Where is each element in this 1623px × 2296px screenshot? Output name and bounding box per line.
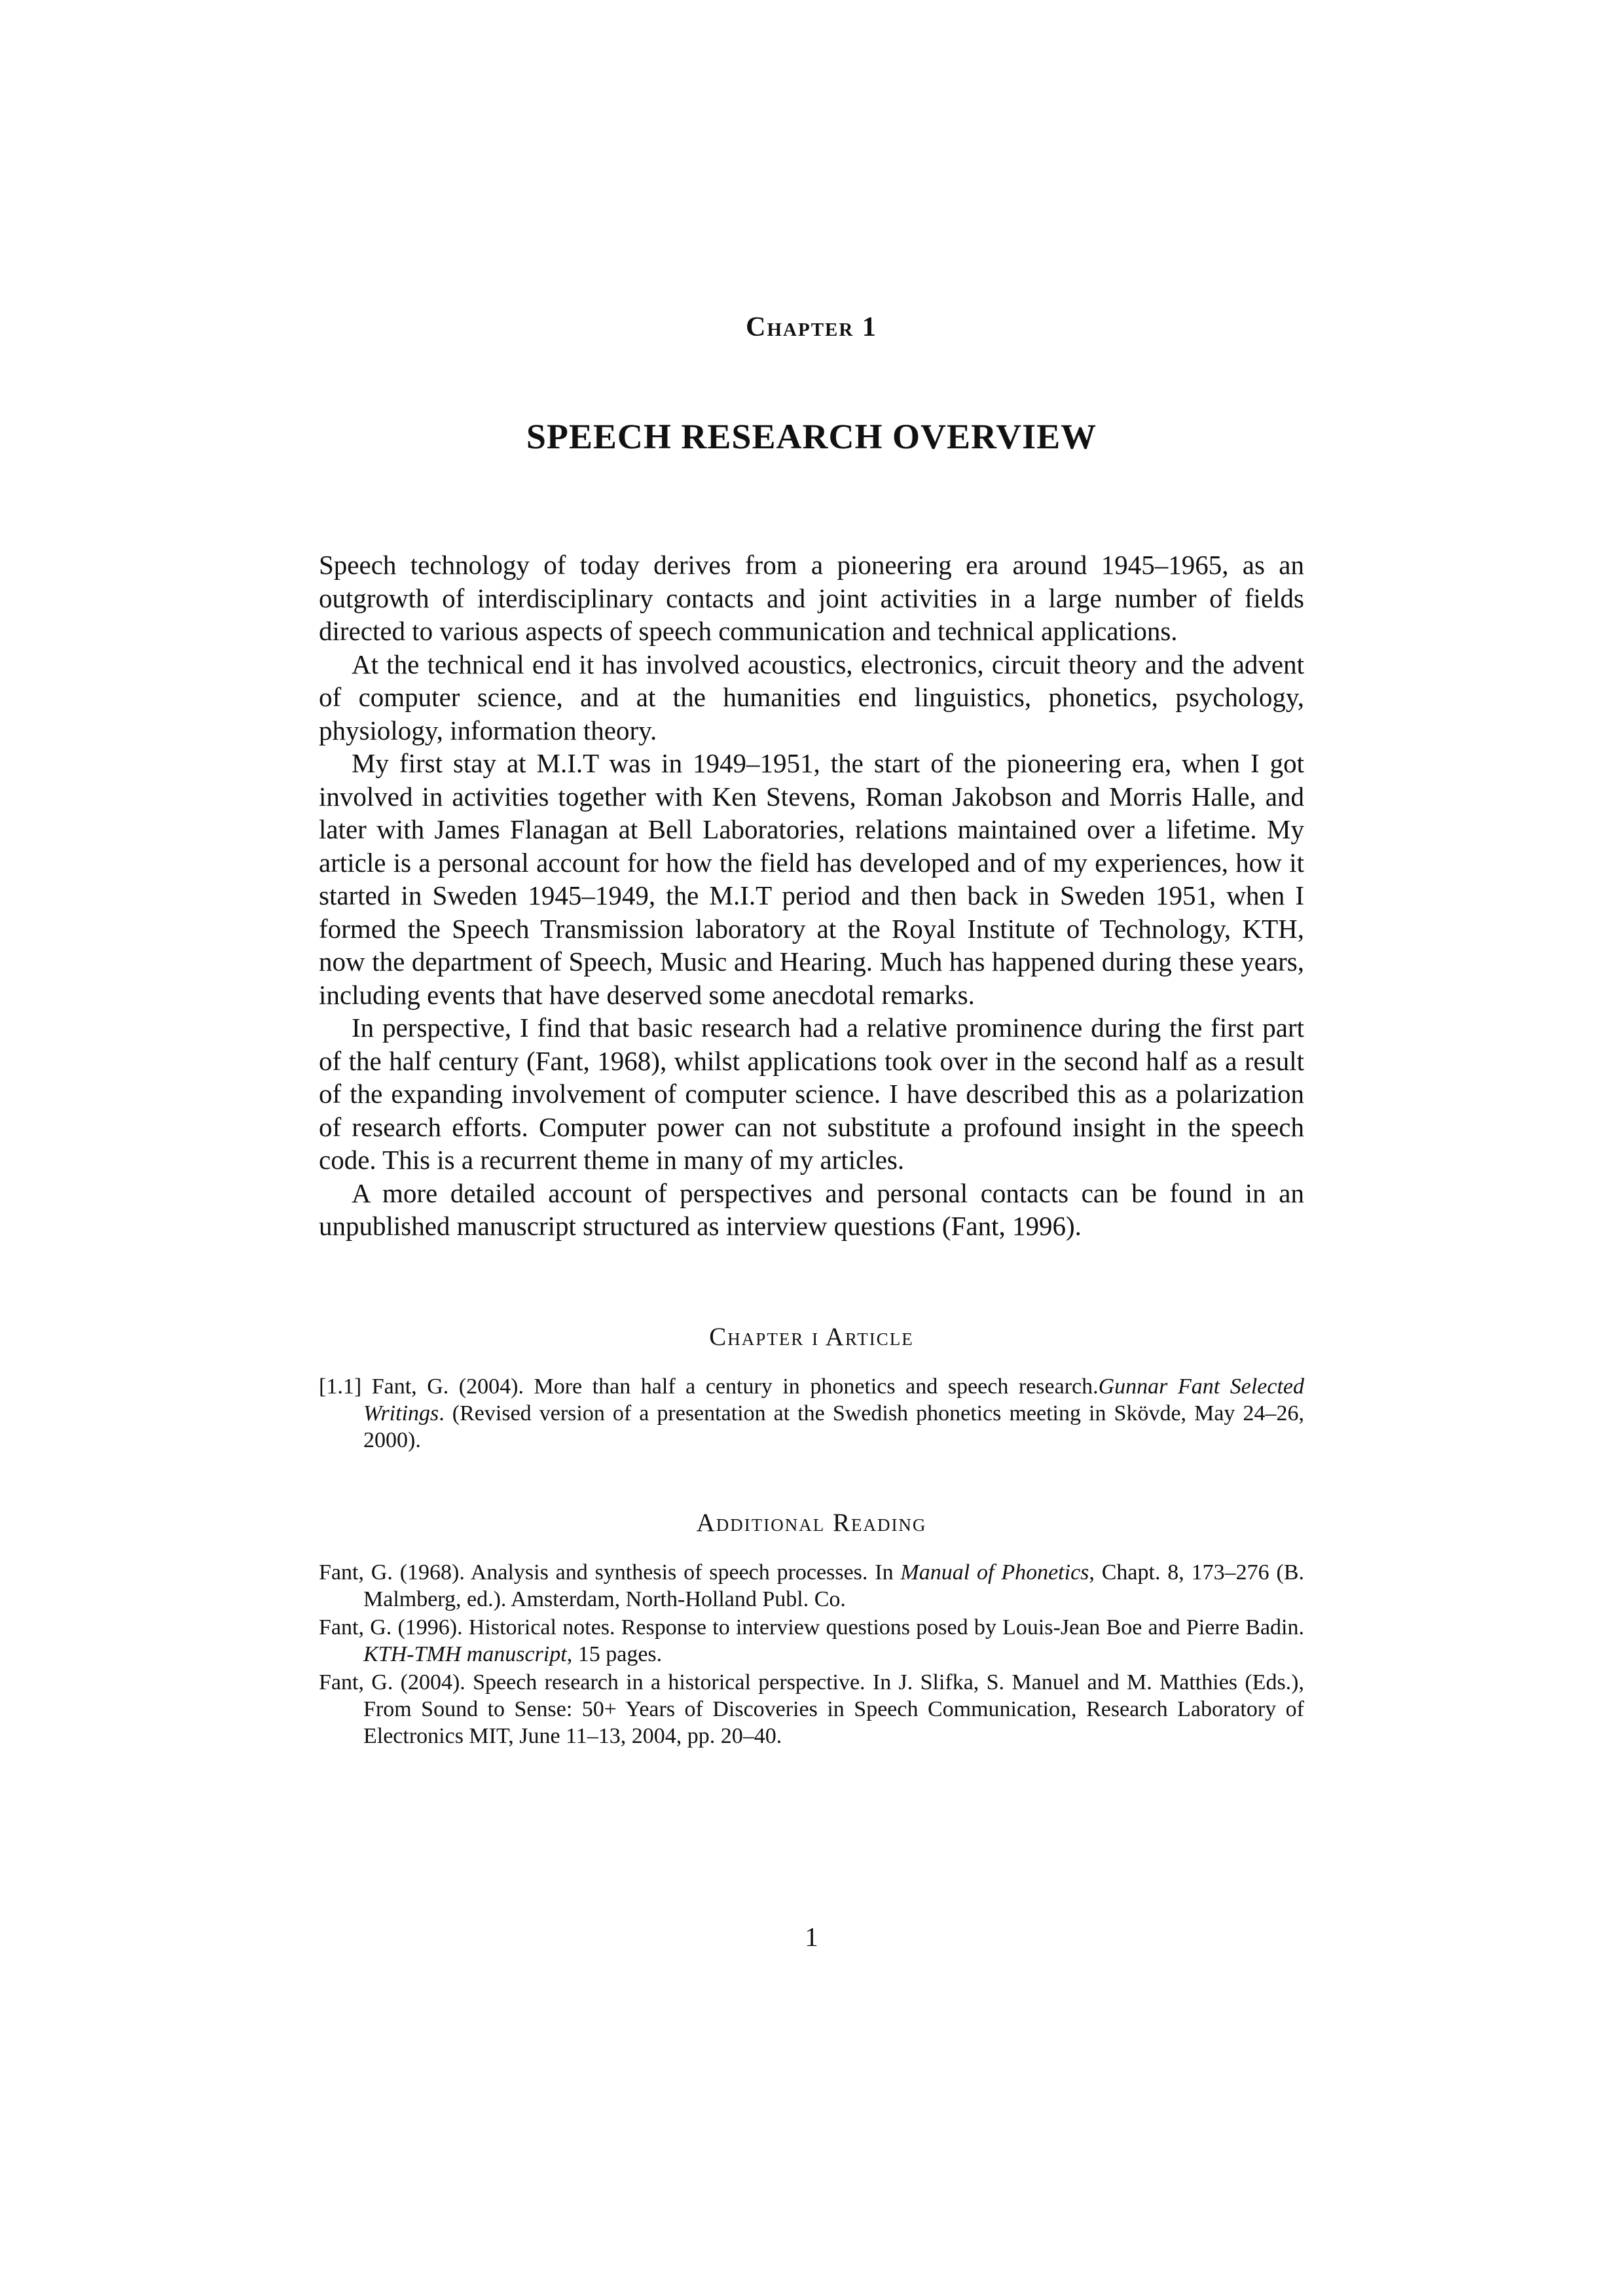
reference-entry (319, 1559, 1304, 1613)
body-text (319, 548, 1304, 1243)
reference-text: , Chapt. 8, 173–276 (B. Malmberg, ed.). Amsterdam, North-Holland Publ. Co. (363, 1560, 1304, 1611)
reference-text: Fant, G. (2004). Speech research in a historical perspective. In J. Slifka, S. Manuel and M. Matthies (Eds.), From Sound to Sense: 50+ Years of Discoveries in Speech Communication, Research Laboratory of Electronics MIT, June 11–13, 2004, pp. 20–40. (319, 1670, 1304, 1748)
paragraph: Speech technology of today derives from a pioneering era around 1945–1965, as an outgrowth of interdisciplinary contacts and joint activities in a large number of fields directed to various aspects of speech communication and technical applications. (319, 550, 1304, 646)
paragraph: A more detailed account of perspectives and personal contacts can be found in an unpublished manuscript structured as interview questions (Fant, 1996). (319, 1177, 1304, 1241)
paragraph: My first stay at M.I.T was in 1949–1951, the start of the pioneering era, when I got involved in activities together with Ken Stevens, Roman Jakobson and Morris Halle, and later with James Flanagan at Bell Laboratories, relations maintained over a lifetime. My article is a personal account for how the field has developed and of my experiences, how it started in Sweden 1945–1949, the M.I.T period and then back in Sweden 1951, when I formed the Speech Transmission laboratory at the Royal Institute of Technology, KTH, now the department of Speech, Music and Hearing. Much has happened during these years, including events that have deserved some anecdotal remarks. (319, 748, 1304, 1010)
additional-reading-list (319, 1559, 1304, 1751)
chapter-title: SPEECH RESEARCH OVERVIEW (526, 417, 1097, 456)
page-number: 1 (805, 1922, 818, 1952)
paragraph: In perspective, I find that basic research had a relative prominence during the first part of the half century (Fant, 1968), whilst applications took over in the second half as a result of the expanding involvement of computer science. I have described this as a polarization of research efforts. Computer power can not substitute a profound insight in the speech code. This is a recurrent theme in many of my articles. (319, 1013, 1304, 1175)
reference-text: . (Revised version of a presentation at the Swedish phonetics meeting in Skövde, May 24–26, 2000). (363, 1401, 1304, 1452)
paragraph: At the technical end it has involved acoustics, electronics, circuit theory and the advent of computer science, and at the humanities end linguistics, phonetics, psychology, physiology, information theory. (319, 649, 1304, 745)
reference-text: [1.1] Fant, G. (2004). More than half a century in phonetics and speech research. (319, 1374, 1099, 1399)
reference-text: 15 pages. (572, 1642, 663, 1666)
reference-entry (319, 1614, 1304, 1668)
chapter-label: Chapter 1 (746, 312, 877, 342)
reference-title: Manual of Phonetics (900, 1560, 1089, 1585)
chapter-article-heading: Chapter i Article (709, 1323, 914, 1351)
reference-title: KTH-TMH manuscript, (363, 1642, 573, 1666)
reference-entry (319, 1373, 1304, 1454)
reference-title: Gunnar Fant Selected Writings (363, 1374, 1304, 1426)
reference-text: Fant, G. (1968). Analysis and synthesis of speech processes. In (319, 1560, 901, 1585)
reference-entry (319, 1669, 1304, 1749)
reference-text: Fant, G. (1996). Historical notes. Response to interview questions posed by Louis-Jean Boe and Pierre Badin. (319, 1615, 1304, 1640)
chapter-article-list (319, 1373, 1304, 1455)
additional-reading-heading: Additional Reading (696, 1509, 927, 1537)
